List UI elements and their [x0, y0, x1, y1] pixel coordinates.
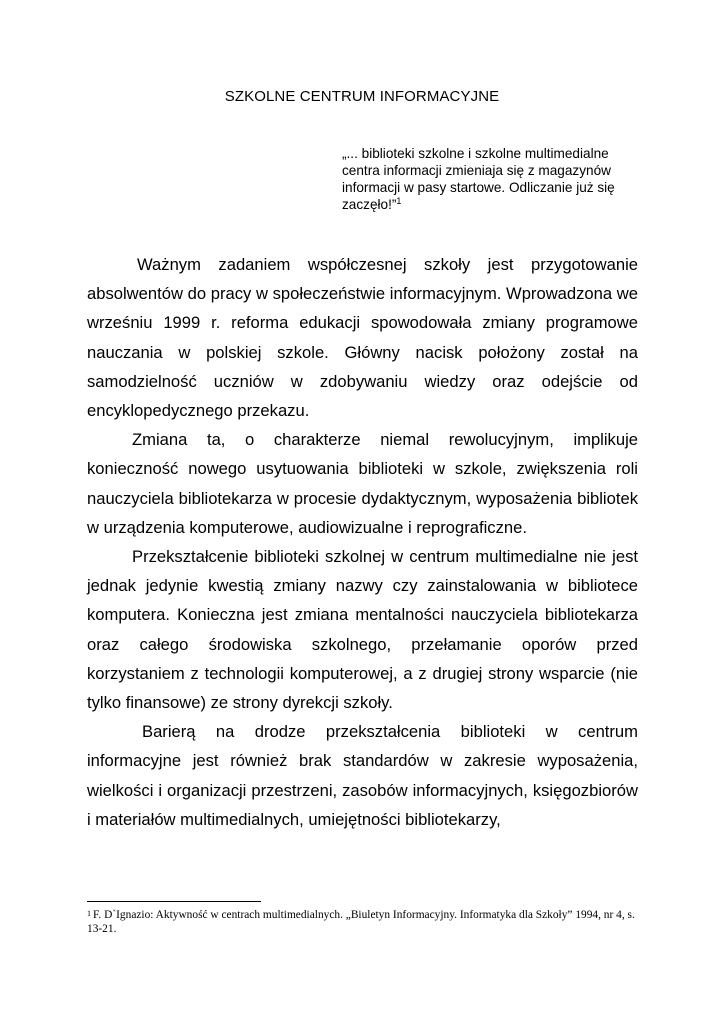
paragraph: Ważnym zadaniem współczesnej szkoły jest przygotowanie absolwentów do pracy w społeczeństwie informacyjnym. Wprowadzona we wrześniu 1999 r. reforma edukacji spowodowała zmiany programowe nauczania w polskiej szkole. Główny nacisk położony został na samodzielność uczniów w zdobywaniu wiedzy oraz odejście od encyklopedycznego przekazu. [87, 255, 638, 421]
body-text [87, 250, 638, 834]
footnote-number: 1 [87, 909, 91, 918]
footnote [87, 908, 647, 936]
paragraph: Przekształcenie biblioteki szkolnej w centrum multimedialne nie jest jednak jedynie kwestią zmiany nazwy czy zainstalowania w bibliotece komputera. Konieczna jest zmiana mentalności nauczyciela bibliotekarza oraz całego środowiska szkolnego, przełamanie oporów przed korzystaniem z technologii komputerowej, a z drugiej strony wsparcie (nie tylko finansowe) ze strony dyrekcji szkoły. [87, 547, 638, 713]
footnote-separator [87, 901, 261, 902]
document-title: SZKOLNE CENTRUM INFORMACYJNE [224, 88, 500, 105]
epigraph-footnote-ref: 1 [396, 196, 402, 206]
footnote-text: F. D`Ignazio: Aktywność w centrach multimedialnych. „Biuletyn Informacyjny. Informatyka dla Szkoły” 1994, nr 4, s. 13-21. [87, 909, 635, 935]
paragraph: Zmiana ta, o charakterze niemal rewolucyjnym, implikuje konieczność nowego usytuowania biblioteki w szkole, zwiększenia roli nauczyciela bibliotekarza w procesie dydaktycznym, wyposażenia bibliotek w urządzenia komputerowe, audiowizualne i reprograficzne. [87, 430, 638, 537]
epigraph-text: „... biblioteki szkolne i szkolne multimedialne centra informacji zmieniaja się z magazynów informacji w pasy startowe. Odliczanie już się zaczęło!” [342, 146, 615, 212]
epigraph-quote [342, 145, 642, 213]
paragraph: Barierą na drodze przekształcenia biblioteki w centrum informacyjne jest również brak standardów w zakresie wyposażenia, wielkości i organizacji przestrzeni, zasobów informacyjnych, księgozbiorów i materiałów multimedialnych, umiejętności bibliotekarzy, [87, 722, 638, 829]
